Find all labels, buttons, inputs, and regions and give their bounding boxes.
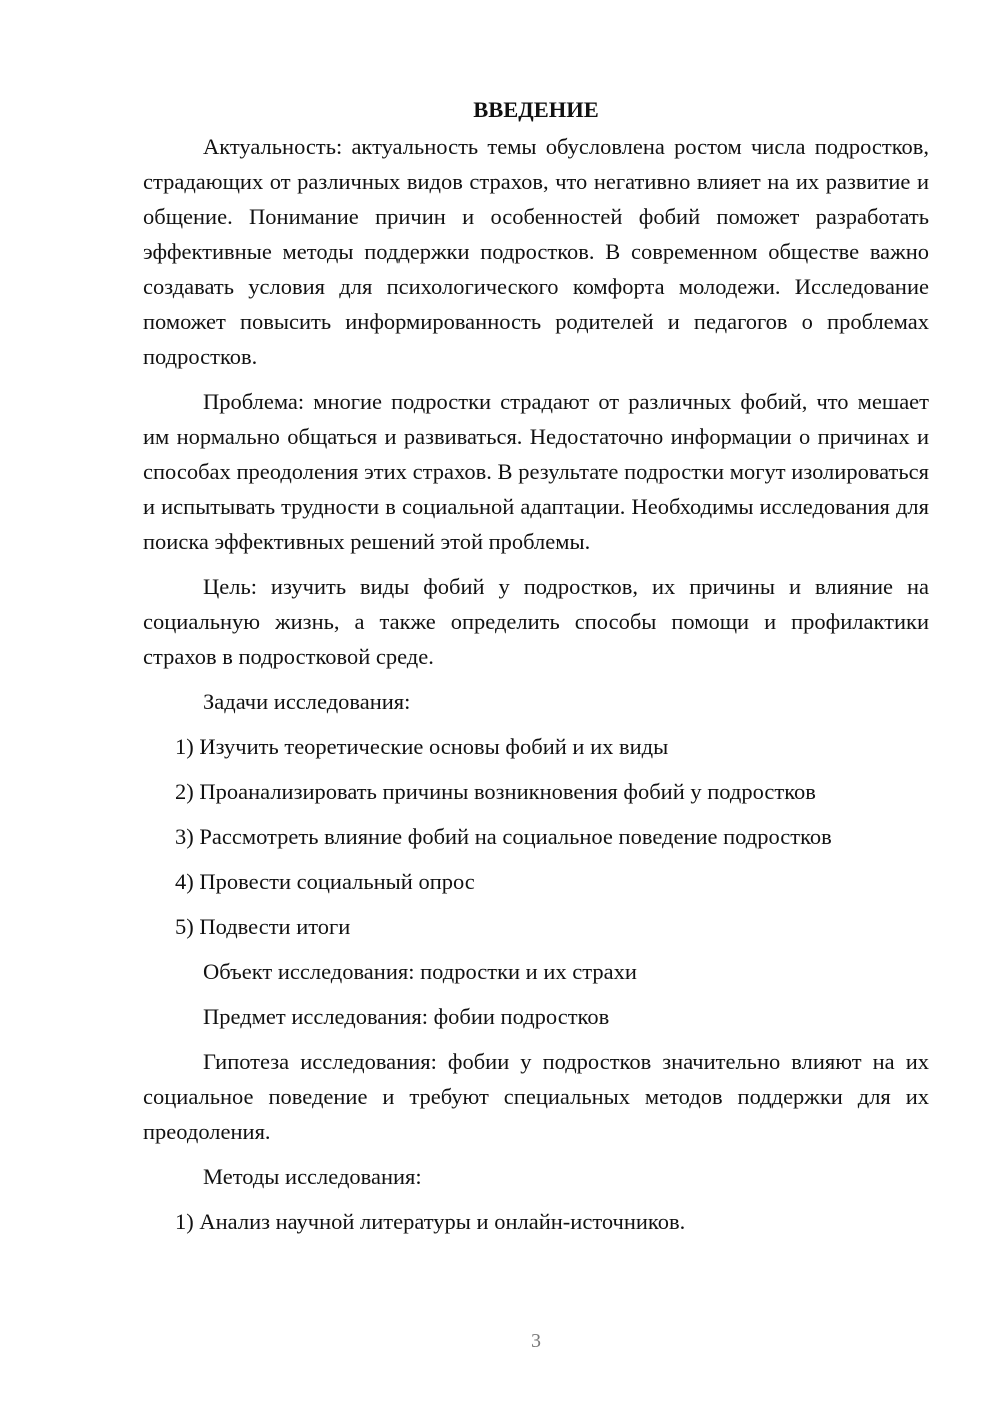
task-item: 2) Проанализировать причины возникновения фобий у подростков [175, 779, 816, 804]
page-number: 3 [531, 1330, 541, 1352]
document-body [143, 92, 929, 1249]
task-item: 1) Изучить теоретические основы фобий и их виды [175, 734, 669, 759]
hypothesis-paragraph: Гипотеза исследования: фобии у подростков значительно влияют на их социальное поведение и требуют специальных методов поддержки для их преодоления. [143, 1049, 929, 1144]
goal-paragraph: Цель: изучить виды фобий у подростков, их причины и влияние на социальную жизнь, а также определить способы помощи и профилактики страхов в подростковой среде. [143, 574, 929, 669]
tasks-heading: Задачи исследования: [203, 689, 411, 714]
task-item: 5) Подвести итоги [175, 914, 351, 939]
task-item: 4) Провести социальный опрос [175, 869, 475, 894]
subject-line: Предмет исследования: фобии подростков [203, 1004, 610, 1029]
object-line: Объект исследования: подростки и их страхи [203, 959, 637, 984]
task-item: 3) Рассмотреть влияние фобий на социальное поведение подростков [175, 824, 832, 849]
page-title: ВВЕДЕНИЕ [473, 97, 599, 122]
problem-paragraph: Проблема: многие подростки страдают от различных фобий, что мешает им нормально общаться и развиваться. Недостаточно информации о причинах и способах преодоления этих страхов. В результате подростки могут изолироваться и испытывать трудности в социальной адаптации. Необходимы исследования для поиска эффективных решений этой проблемы. [143, 389, 929, 554]
relevance-paragraph: Актуальность: актуальность темы обусловлена ростом числа подростков, страдающих от различных видов страхов, что негативно влияет на их развитие и общение. Понимание причин и особенностей фобий поможет разработать эффективные методы поддержки подростков. В современном обществе важно создавать условия для психологического комфорта молодежи. Исследование поможет повысить информированность родителей и педагогов о проблемах подростков. [143, 134, 929, 369]
method-item: 1) Анализ научной литературы и онлайн-источников. [175, 1209, 686, 1234]
methods-heading: Методы исследования: [203, 1164, 422, 1189]
